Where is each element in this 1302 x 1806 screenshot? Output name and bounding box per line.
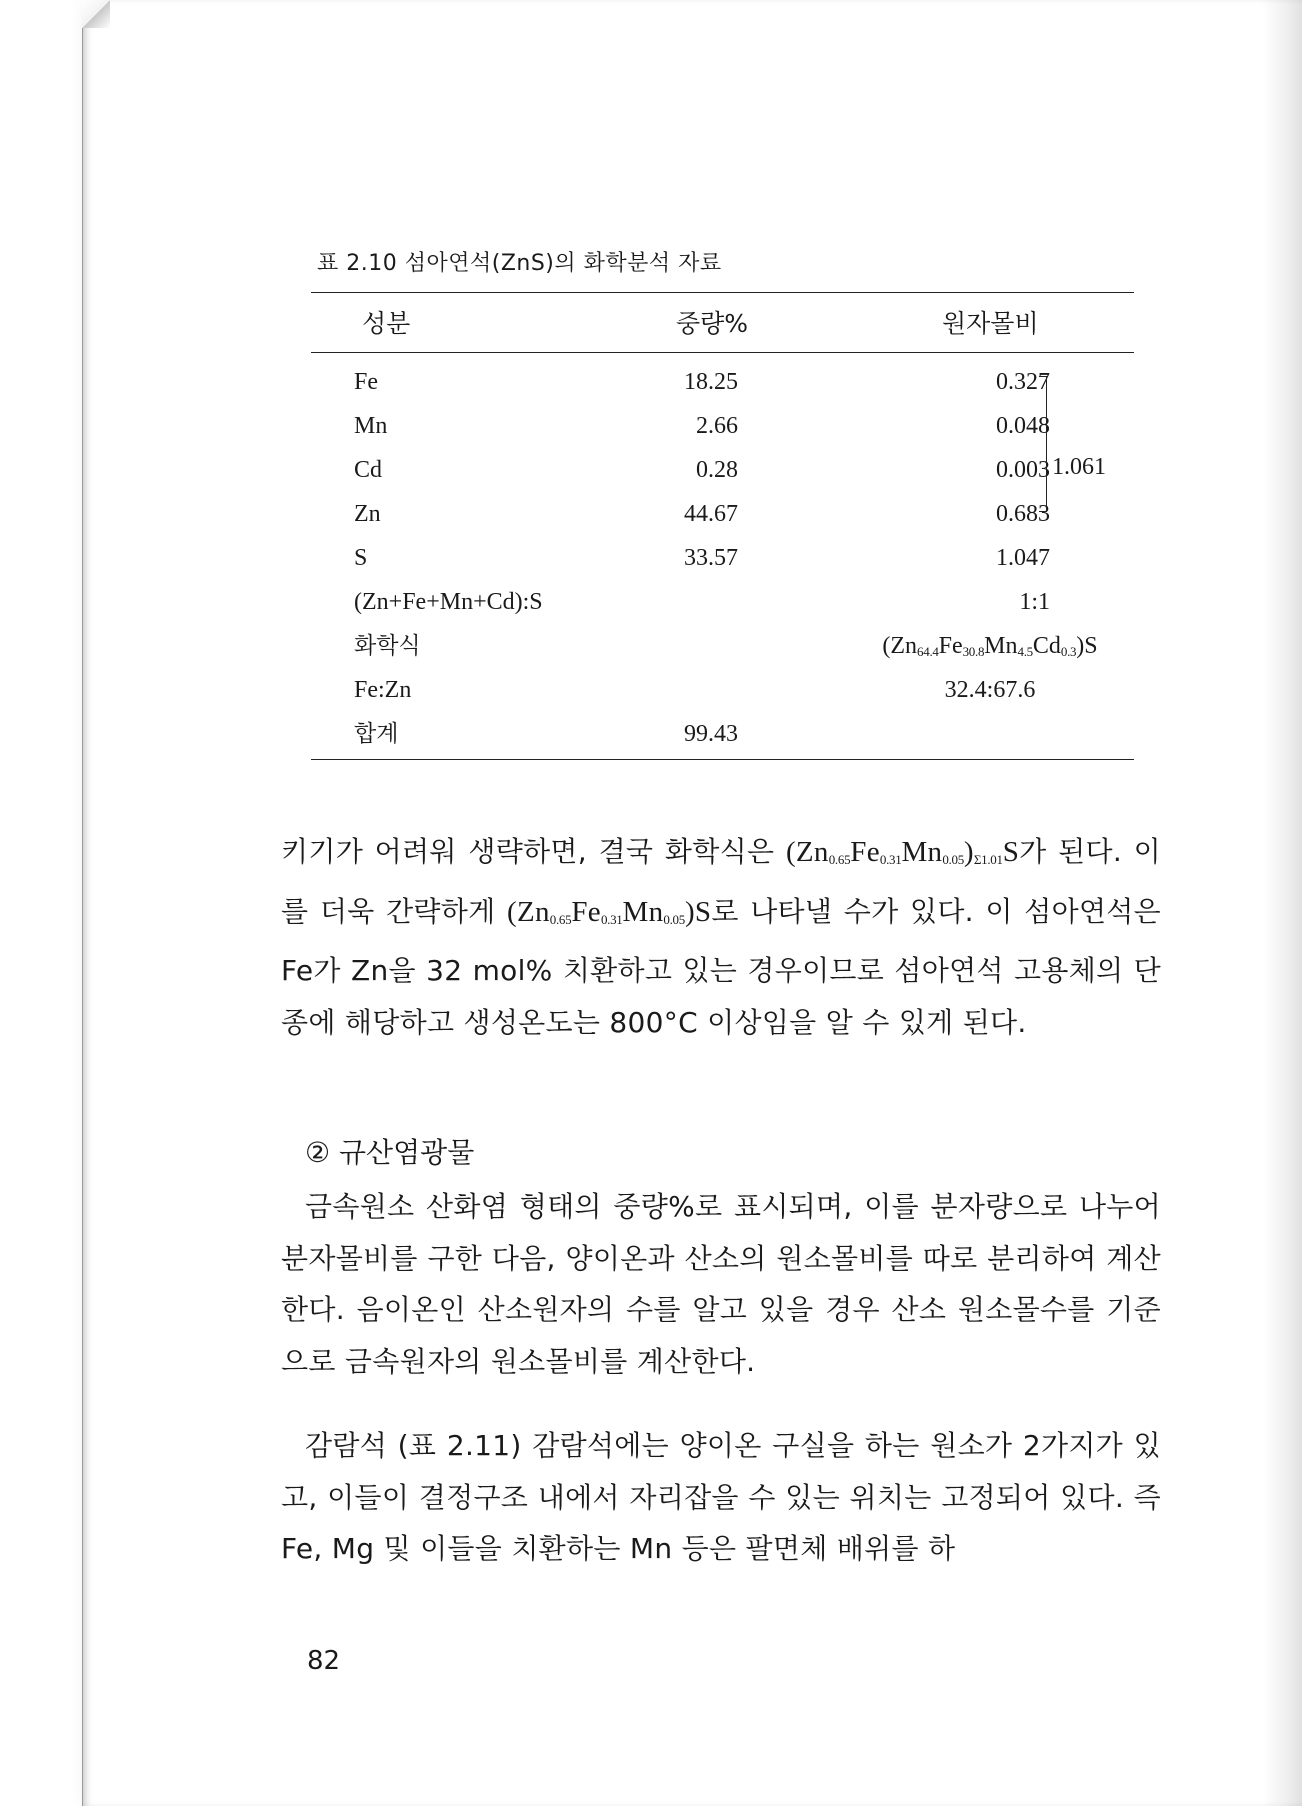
page-corner-fold [82, 0, 110, 28]
table-cell-ratio: 0.048 [996, 413, 1050, 439]
body-paragraph-2: 금속원소 산화염 형태의 중량%로 표시되며, 이를 분자량으로 나누어 분자몰비를 구한 다음, 양이온과 산소의 원소몰비를 따로 분리하여 계산한다. 음이온인 산소원자의 수를 알고 있을 경우 산소 원소몰수를 기준으로 금속원자의 원소몰비를 계산한다. [281, 1190, 1161, 1378]
table-cell-weight: 0.28 [696, 457, 738, 483]
table-cell-component: Zn [354, 501, 381, 527]
column-header-atomic-ratio: 원자몰비 [942, 309, 1039, 338]
table-cell-component: (Zn+Fe+Mn+Cd):S [354, 589, 543, 615]
section-heading: ② 규산염광물 [305, 1136, 475, 1169]
table-cell-component: Mn [354, 413, 388, 439]
table-cell-weight: 2.66 [696, 413, 738, 439]
table-cell-ratio: 1:1 [1019, 589, 1050, 615]
page-number: 82 [307, 1646, 341, 1676]
table-header-rule [311, 352, 1134, 353]
table-cell-component: 합계 [354, 721, 399, 747]
table-cell-weight: 99.43 [684, 721, 738, 747]
table-cell-component: Fe [354, 369, 378, 395]
table-cell-component: Fe:Zn [354, 677, 412, 703]
page-edge-shadow [1262, 0, 1302, 1806]
table-caption: 표 2.10 섬아연석(ZnS)의 화학분석 자료 [317, 251, 722, 276]
chemical-formula: $(Zn_{64.4}Fe_{30.8}Mn_{4.5}Cd_{0.3})S$ [882, 633, 1098, 659]
table-cell-component: 화학식 [354, 633, 421, 659]
column-header-weight: 중량% [676, 309, 749, 338]
table-cell-ratio: 32.4:67.6 [944, 677, 1036, 703]
table-cell-weight: 44.67 [684, 501, 738, 527]
inline-formula-1: $(Zn_{0.65}Fe_{0.31}Mn_{0.05})_{\Sigma 1.01}S$ [785, 836, 1020, 868]
body-paragraph-1: 키기가 어려워 생략하면, 결국 화학식은 $(Zn_{0.65}Fe_{0.31}Mn_{0.05})_{\Sigma 1.01}S$가 된다. 이를 더욱 간략하게 $(Zn_{0.65}Fe_{0.31}Mn_{0.05})S$로 나타낼 수가 있다. 이 섬아연석은 Fe가 Zn을 32 mol% 치환하고 있는 경우이므로 섬아연석 고용체의 단종에 해당하고 생성온도는 800°C 이상임을 알 수 있게 된다. [281, 835, 1161, 1039]
inline-formula-2: $(Zn_{0.65}Fe_{0.31}Mn_{0.05})S$ [506, 895, 712, 928]
column-header-component: 성분 [362, 309, 411, 338]
table-top-rule [311, 292, 1134, 293]
table-cell-ratio: 0.003 [996, 457, 1050, 483]
table-bottom-rule [311, 759, 1134, 760]
table-cell-ratio: 0.327 [996, 369, 1050, 395]
table-cell-weight: 33.57 [684, 545, 738, 571]
bracket-sum-value: 1.061 [1052, 454, 1106, 480]
table-cell-ratio: 1.047 [996, 545, 1050, 571]
table-cell-component: S [354, 545, 368, 571]
body-paragraph-3: 감람석 (표 2.11) 감람석에는 양이온 구실을 하는 원소가 2가지가 있고, 이들이 결정구조 내에서 자리잡을 수 있는 위치는 고정되어 있다. 즉 Fe, Mg 및 이들을 치환하는 Mn 등은 팔면체 배위를 하 [281, 1429, 1161, 1565]
table-cell-ratio: 0.683 [996, 501, 1050, 527]
sum-bracket [1039, 376, 1047, 512]
table-cell-weight: 18.25 [684, 369, 738, 395]
table-cell-component: Cd [354, 457, 383, 483]
